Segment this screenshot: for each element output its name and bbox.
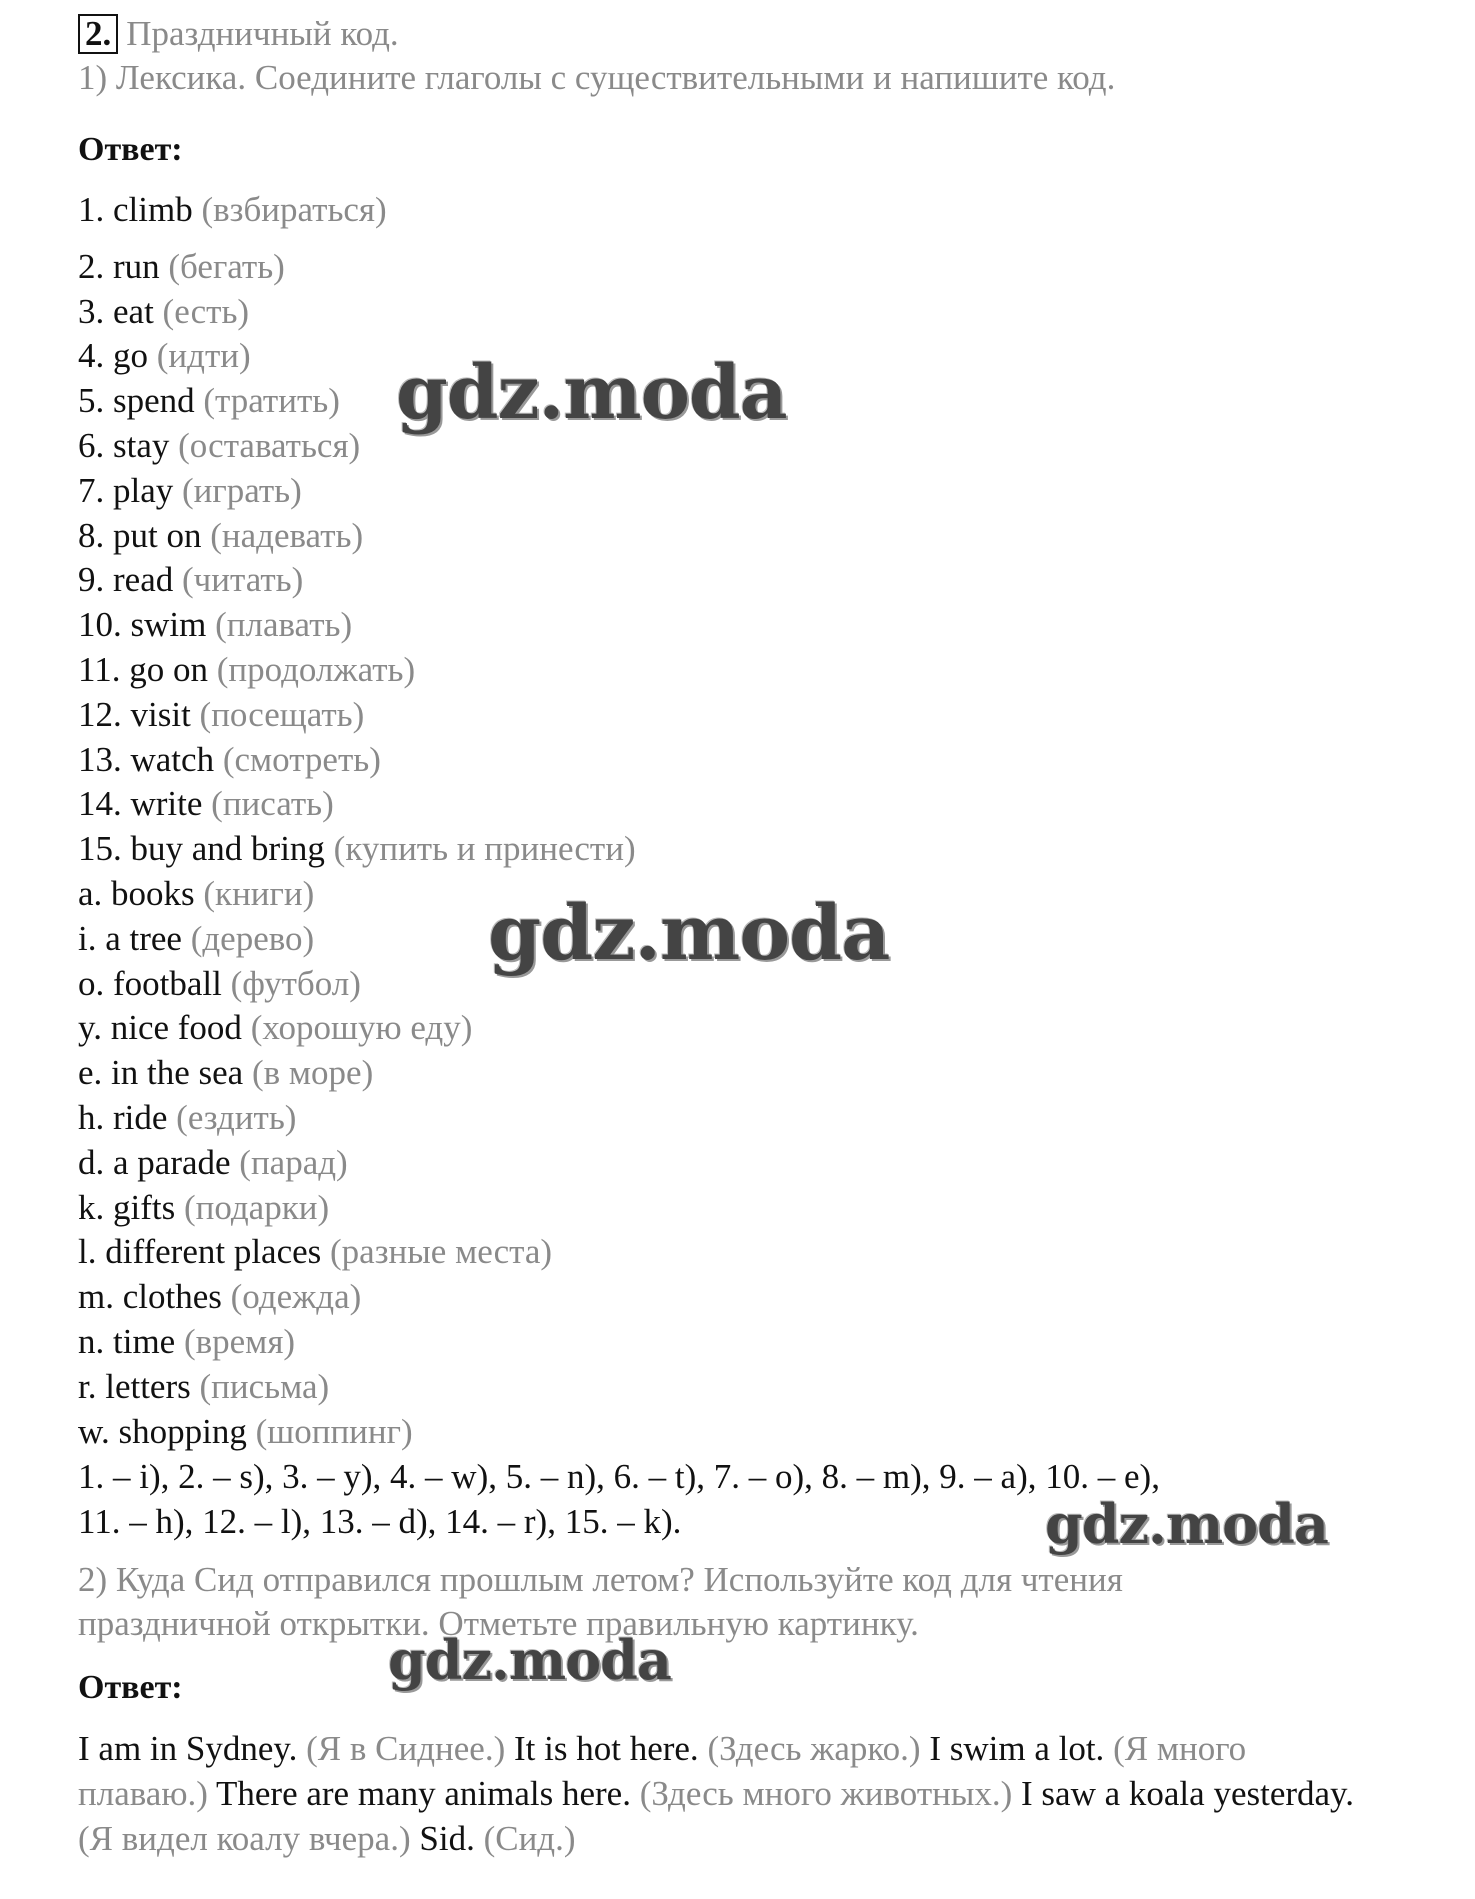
list-item: [78, 514, 1378, 559]
sentence-english: There are many animals here.: [216, 1774, 631, 1814]
item-english: 1. climb: [78, 190, 193, 229]
item-translation: (писать): [211, 784, 334, 824]
list-item: [78, 558, 1378, 603]
item-translation: (ездить): [176, 1097, 297, 1137]
item-english: 9. read: [78, 560, 174, 600]
item-translation: (плавать): [215, 605, 353, 645]
item-english: o. football: [78, 963, 222, 1003]
item-english: 8. put on: [78, 515, 202, 555]
list-item: [78, 188, 1378, 233]
item-translation: (надевать): [210, 515, 364, 555]
item-english: 7. play: [78, 470, 174, 510]
item-english: 3. eat: [78, 291, 154, 331]
task-number: 2.: [78, 14, 118, 54]
item-english: 5. spend: [78, 381, 195, 421]
item-english: l. different places: [78, 1232, 322, 1272]
list-item: [78, 1006, 1378, 1051]
item-translation: (разные места): [330, 1232, 553, 1272]
watermark: gdz.moda: [396, 350, 787, 436]
item-translation: (время): [183, 1321, 296, 1361]
code-line-1: 1. – i), 2. – s), 3. – y), 4. – w), 5. – n), 6. – t), 7. – o), 8. – m), 9. – a), 10. – e),: [78, 1457, 1160, 1497]
item-english: 6. stay: [78, 425, 170, 465]
item-translation: (посещать): [199, 694, 365, 734]
item-translation: (оставаться): [178, 425, 361, 465]
item-english: e. in the sea: [78, 1053, 244, 1093]
watermark: gdz.moda: [388, 1628, 671, 1692]
item-translation: (тратить): [203, 381, 340, 421]
part2-instruction-line-1: 2) Куда Сид отправился прошлым летом? Используйте код для чтения: [78, 1560, 1123, 1600]
sentence-translation: (Я в Сиднее.): [306, 1729, 506, 1769]
item-english: 14. write: [78, 784, 203, 824]
item-translation: (письма): [199, 1366, 330, 1406]
item-translation: (бегать): [168, 246, 285, 286]
item-english: 4. go: [78, 336, 148, 376]
item-english: m. clothes: [78, 1277, 222, 1317]
item-english: 15. buy and bring: [78, 829, 325, 869]
item-translation: (дерево): [190, 918, 315, 958]
part1-instruction: 1) Лексика. Соедините глаголы с существительными и напишите код.: [78, 58, 1116, 97]
list-item: [78, 1365, 1378, 1410]
item-translation: (футбол): [230, 963, 361, 1003]
task-header: [78, 12, 1378, 56]
item-english: d. a parade: [78, 1142, 231, 1182]
item-english: 13. watch: [78, 739, 215, 779]
item-english: 2. run: [78, 246, 160, 286]
list-item: [78, 1096, 1378, 1141]
list-item: [78, 1275, 1378, 1320]
item-translation: (одежда): [230, 1277, 362, 1317]
sentence-translation: (Сид.): [483, 1819, 576, 1859]
item-translation: (продолжать): [216, 649, 416, 689]
item-english: 10. swim: [78, 605, 207, 645]
list-item: [78, 245, 1378, 290]
answer-label: Ответ:: [78, 131, 183, 168]
item-translation: (в море): [251, 1053, 374, 1093]
postcard-text: [78, 1726, 1368, 1861]
item-translation: (смотреть): [222, 739, 381, 779]
list-item: [78, 1186, 1378, 1231]
list-item: [78, 738, 1378, 783]
item-translation: (купить и принести): [333, 829, 636, 869]
item-translation: (подарки): [183, 1187, 330, 1227]
item-english: r. letters: [78, 1366, 191, 1406]
item-translation: (шоппинг): [255, 1411, 413, 1451]
item-translation: (книги): [203, 873, 315, 913]
list-item: [78, 1410, 1378, 1455]
item-english: y. nice food: [78, 1008, 242, 1048]
sentence-translation: (Я много плаваю.): [78, 1729, 1247, 1814]
item-english: w. shopping: [78, 1411, 247, 1451]
sentence-english: Sid.: [419, 1819, 475, 1859]
sentence-english: It is hot here.: [514, 1729, 699, 1769]
list-item: [78, 603, 1378, 648]
sentence-english: I swim a lot.: [929, 1729, 1105, 1769]
sentence-english: I am in Sydney.: [78, 1729, 298, 1769]
list-item: [78, 1141, 1378, 1186]
list-item: [78, 469, 1378, 514]
list-item: [78, 1320, 1378, 1365]
list-item: [78, 1051, 1378, 1096]
item-english: 12. visit: [78, 694, 191, 734]
list-item: [78, 648, 1378, 693]
item-english: i. a tree: [78, 918, 182, 958]
item-english: h. ride: [78, 1097, 168, 1137]
list-item: [78, 290, 1378, 335]
item-english: a. books: [78, 873, 195, 913]
sentence-translation: (Здесь много животных.): [639, 1774, 1013, 1814]
item-english: 11. go on: [78, 649, 208, 689]
list-item: [78, 1230, 1378, 1275]
answer-label-2: Ответ:: [78, 1669, 183, 1707]
sentence-english: I saw a koala yesterday.: [1021, 1774, 1355, 1814]
watermark: gdz.moda: [1045, 1492, 1328, 1556]
list-item: [78, 827, 1378, 872]
watermark: gdz.moda: [488, 888, 890, 977]
item-translation: (взбираться): [201, 190, 387, 229]
item-translation: (есть): [162, 291, 250, 331]
item-translation: (идти): [156, 336, 251, 376]
item-translation: (читать): [181, 560, 304, 600]
code-line-2: 11. – h), 12. – l), 13. – d), 14. – r), 15. – k).: [78, 1502, 682, 1542]
sentence-translation: (Я видел коалу вчера.): [78, 1819, 411, 1859]
list-item: [78, 782, 1378, 827]
list-item: [78, 693, 1378, 738]
sentence-translation: (Здесь жарко.): [707, 1729, 921, 1769]
item-english: n. time: [78, 1321, 176, 1361]
item-english: k. gifts: [78, 1187, 176, 1227]
item-translation: (парад): [239, 1142, 348, 1182]
item-translation: (хорошую еду): [250, 1008, 473, 1048]
part2-instruction-line-2: праздничной открытки. Отметьте правильную картинку.: [78, 1604, 919, 1644]
item-translation: (играть): [182, 470, 302, 510]
task-title: Праздничный код.: [126, 14, 399, 53]
